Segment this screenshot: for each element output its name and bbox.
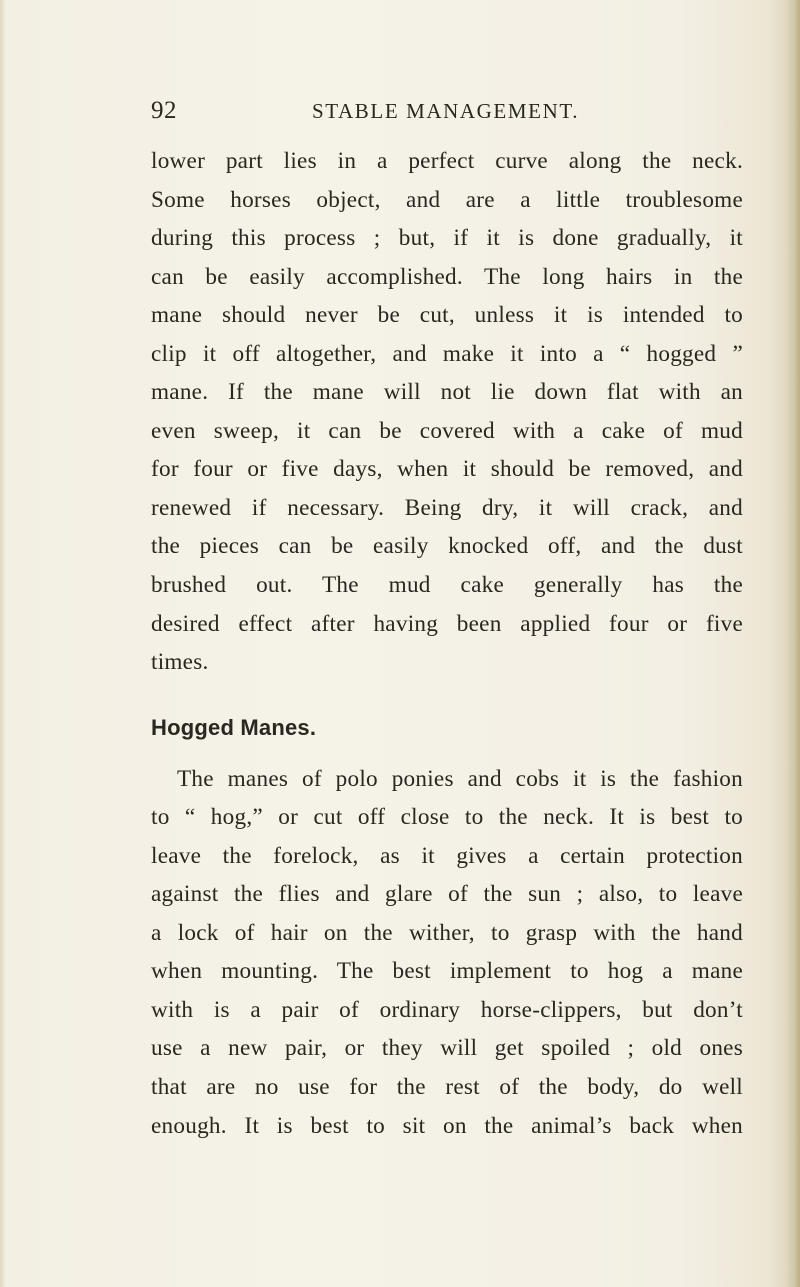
text-line: can be easily accomplished. The long hairs in the [151,263,743,290]
text-line: to “ hog,” or cut off close to the neck. It is best to [151,804,743,831]
text-line: that are no use for the rest of the body, do well [151,1074,743,1101]
text-line: mane. If the mane will not lie down flat with an [151,379,743,406]
text-line: desired effect after having been applied four or five [151,610,743,637]
text-line: Some horses object, and are a little troublesome [151,186,743,213]
text-line: when mounting. The best implement to hog a mane [151,958,743,985]
paragraph-2 [151,760,743,1145]
text-line: mane should never be cut, unless it is intended to [151,302,743,329]
running-head-title: STABLE MANAGEMENT. [312,99,580,123]
text-line: during this process ; but, if it is done gradually, it [151,225,743,252]
text-line: the pieces can be easily knocked off, and the dust [151,533,743,560]
running-head [151,97,743,131]
text-line: leave the forelock, as it gives a certain protection [151,842,743,869]
paragraph-1 [151,142,743,682]
text-line: renewed if necessary. Being dry, it will crack, and [151,494,743,521]
section-heading: Hogged Manes. [151,714,317,740]
text-line: clip it off altogether, and make it into a “ hogged ” [151,340,743,367]
page-left-shadow [0,0,6,1287]
page-number: 92 [151,97,177,124]
text-line: a lock of hair on the wither, to grasp with the hand [151,919,743,946]
text-line: against the flies and glare of the sun ; also, to leave [151,881,743,908]
text-line: with is a pair of ordinary horse-clippers, but don’t [151,996,743,1023]
text-line: lower part lies in a perfect curve along the neck. [151,148,743,174]
section-spacer [151,682,743,696]
text-line: for four or five days, when it should be removed, and [151,456,743,483]
body-text [151,142,743,1145]
text-line: brushed out. The mud cake generally has the [151,572,743,599]
text-line: times. [151,649,209,676]
text-line: even sweep, it can be covered with a cake of mud [151,417,743,444]
page-right-edge [786,0,800,1287]
text-line: use a new pair, or they will get spoiled ; old ones [151,1035,743,1062]
text-line: The manes of polo ponies and cobs it is the fashion [177,765,743,792]
text-line: enough. It is best to sit on the animal’s back when [151,1112,743,1139]
